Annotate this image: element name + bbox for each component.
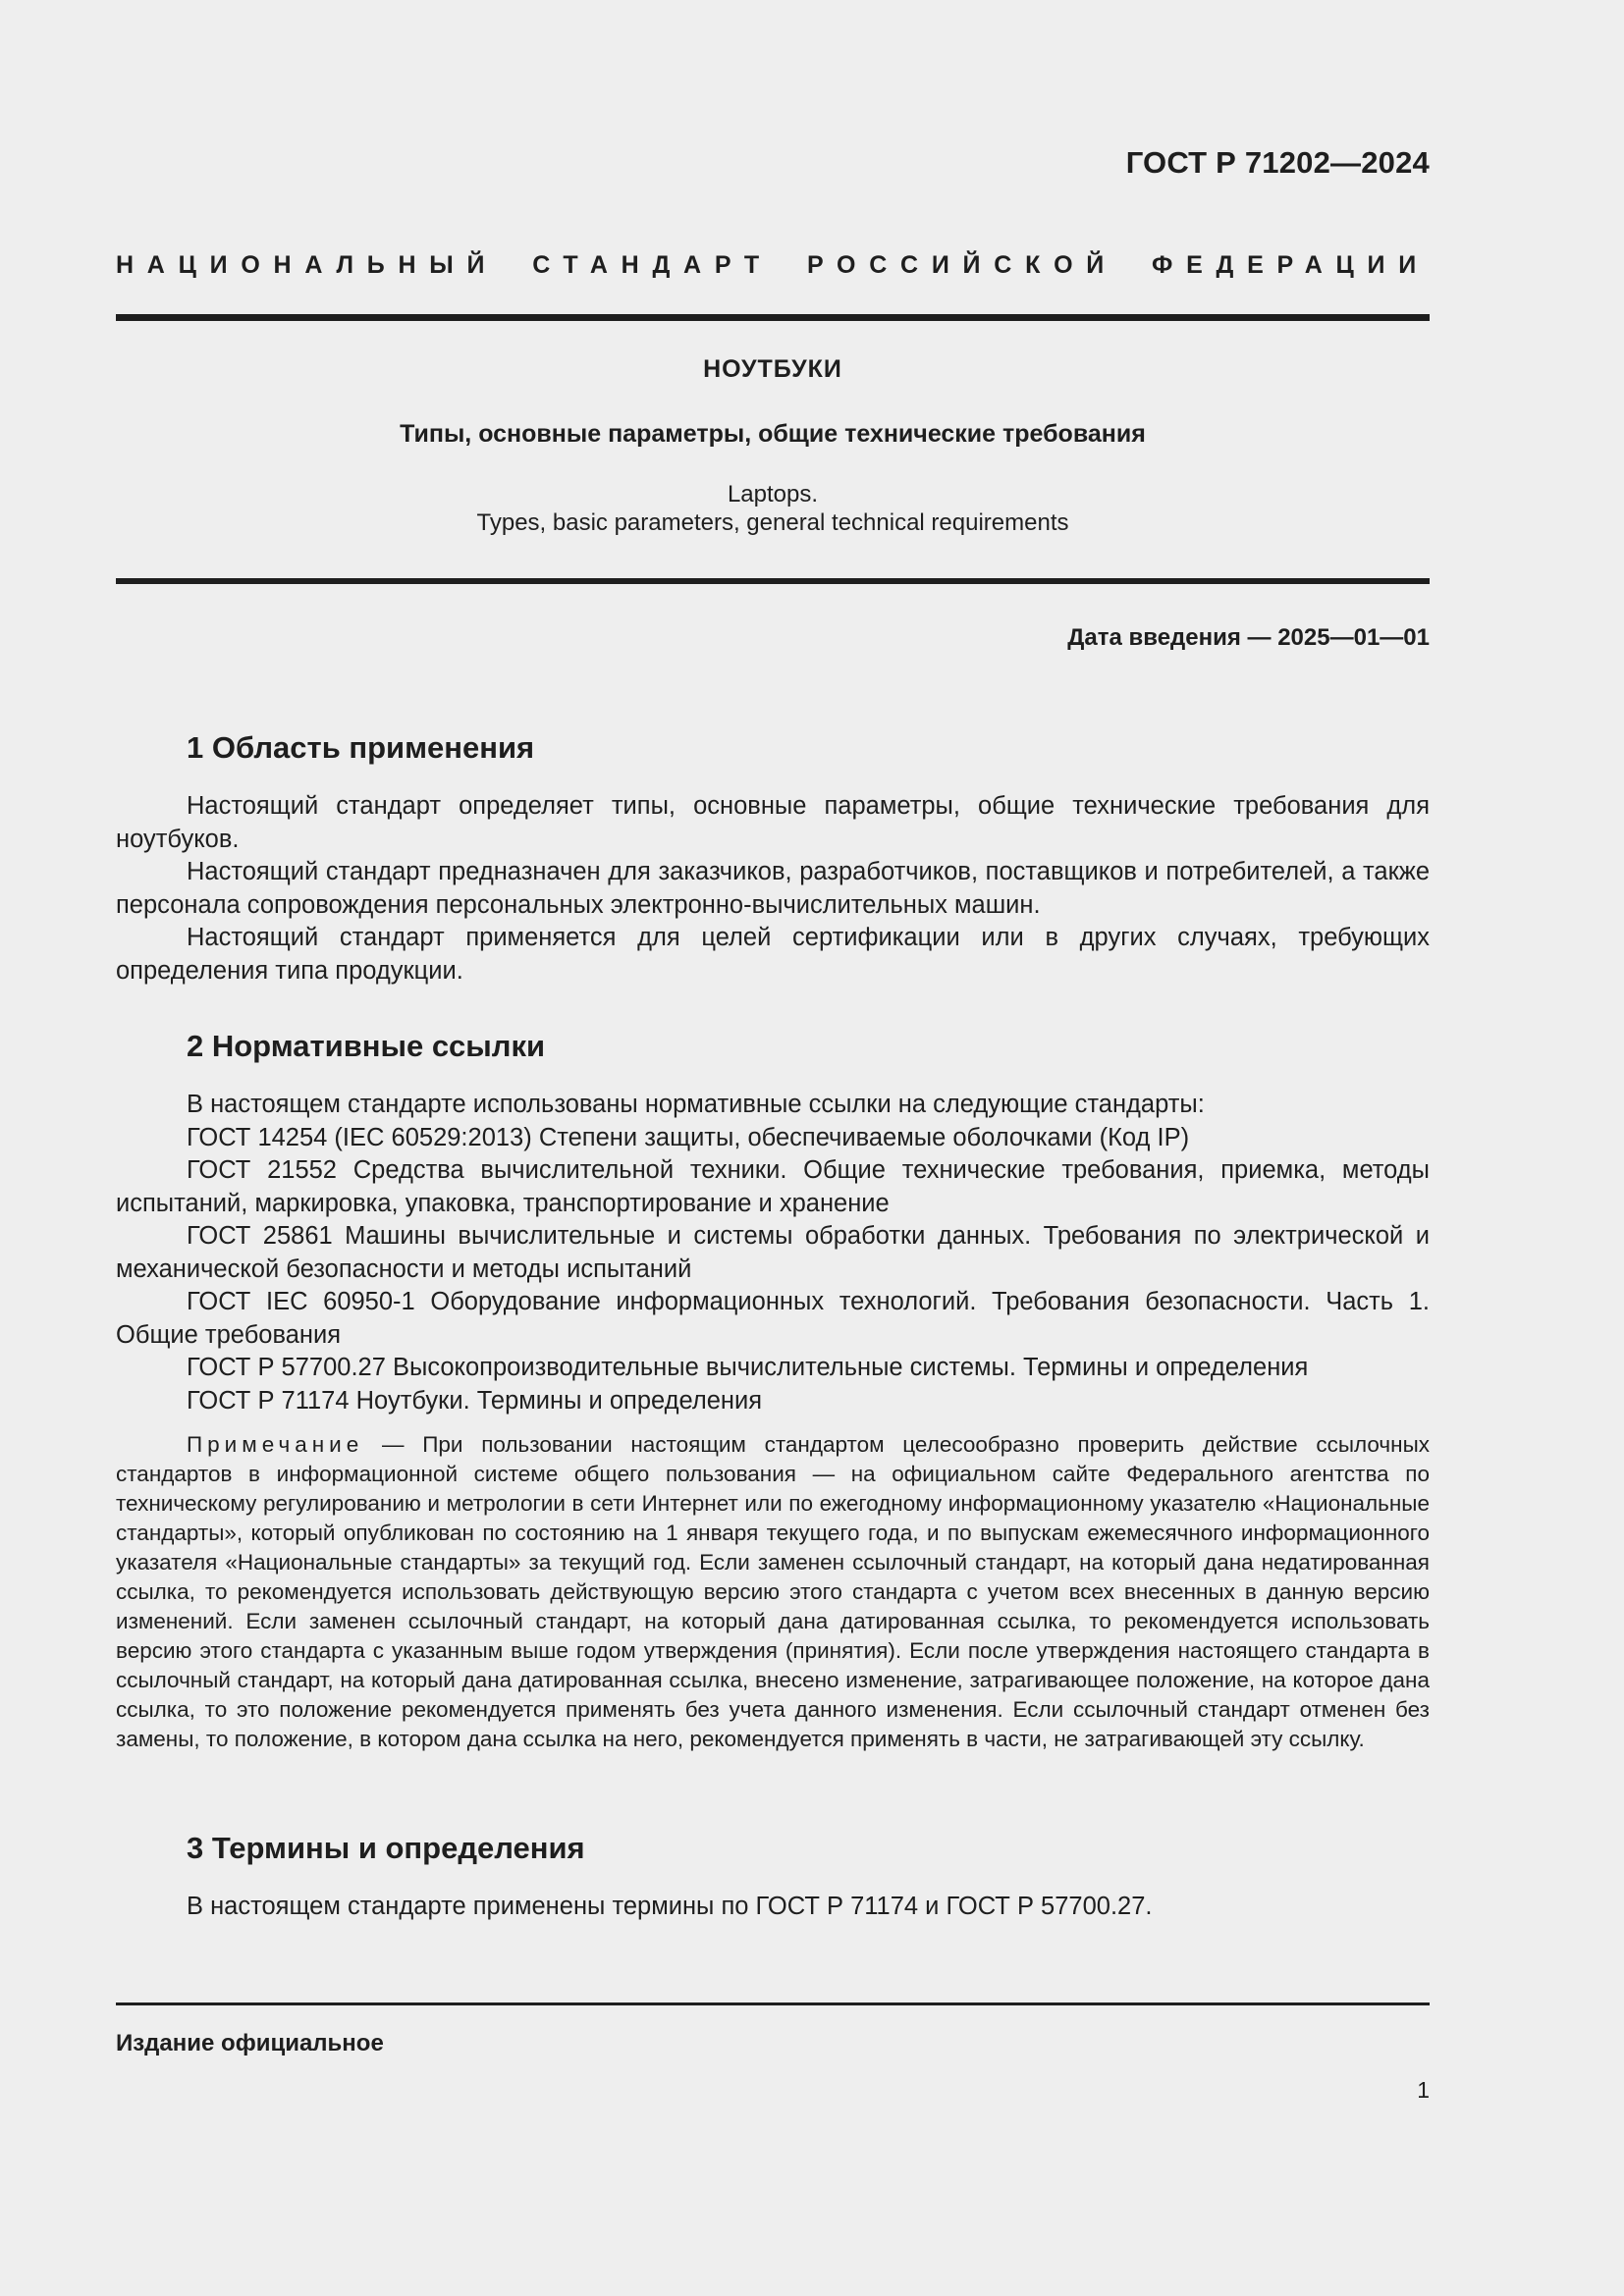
paragraph: В настоящем стандарте использованы нормативные ссылки на следующие стандарты: [187, 1091, 1205, 1118]
document-title: НОУТБУКИ [703, 355, 842, 383]
banner-word: НАЦИОНАЛЬНЫЙ [116, 251, 499, 279]
official-edition-label: Издание официальное [116, 2030, 384, 2056]
top-divider [116, 314, 1430, 321]
section-body [116, 1891, 1430, 1924]
title-divider [116, 578, 1430, 584]
section-body [116, 1089, 1430, 1417]
reference-item: ГОСТ Р 71174 Ноутбуки. Термины и определения [187, 1386, 763, 1415]
paragraph: Настоящий стандарт применяется для целей сертификации или в других случаях, требующих определения типа продукции. [116, 924, 1430, 985]
banner-word: СТАНДАРТ [532, 251, 773, 279]
banner-word: РОССИЙСКОЙ [806, 251, 1118, 279]
footer-divider [116, 2002, 1430, 2005]
note-label: Примечание [187, 1432, 364, 1457]
reference-item: ГОСТ 14254 (IEC 60529:2013) Степени защиты, обеспечиваемые оболочками (Код IP) [187, 1123, 1190, 1151]
section-heading: 1 Область применения [187, 730, 535, 765]
page-number: 1 [1417, 2077, 1430, 2103]
english-title: Laptops. [727, 481, 819, 507]
section-heading: 3 Термины и определения [187, 1831, 585, 1865]
section-body [116, 790, 1430, 988]
paragraph: Настоящий стандарт предназначен для заказчиков, разработчиков, поставщиков и потребителей, а также персонала сопровождения персональных электронно-вычислительных машин. [116, 858, 1430, 919]
section-heading: 2 Нормативные ссылки [187, 1029, 546, 1063]
note-text: — При пользовании настоящим стандартом целесообразно проверить действие ссылочных стандартов в информационной системе общего пользования — на официальном сайте Федерального агентства по техническому регулированию и метрологии в сети Интернет или по ежегодному информационному указателю «Национальные стандарты», который опубликован по состоянию на 1 января текущего года, и по выпускам ежемесячного информационного указателя «Национальные стандарты» за текущий год. Если заменен ссылочный стандарт, на который дана недатированная ссылка, то рекомендуется использовать действующую версию этого стандарта с учетом всех внесенных в данную версию изменений. Если заменен ссылочный стандарт, на который дана датированная ссылка, то рекомендуется использовать версию этого стандарта с указанным выше годом утверждения (принятия). Если после утверждения настоящего стандарта в ссылочный стандарт, на который дана датированная ссылка, внесено изменение, затрагивающее положение, на которое дана ссылка, то это положение рекомендуется применять без учета данного изменения. Если ссылочный стандарт отменен без замены, то положение, в котором дана ссылка на него, рекомендуется применять в части, не затрагивающей эту ссылку. [116, 1432, 1430, 1751]
national-standard-banner [116, 251, 1430, 280]
english-subtitle: Types, basic parameters, general technical requirements [476, 509, 1069, 536]
document-subtitle: Типы, основные параметры, общие технические требования [400, 420, 1146, 448]
note [116, 1430, 1430, 1754]
doc-number: ГОСТ Р 71202—2024 [1125, 145, 1430, 180]
reference-item: ГОСТ 25861 Машины вычислительные и системы обработки данных. Требования по электрической и механической безопасности и методы испытаний [116, 1222, 1430, 1283]
paragraph: В настоящем стандарте применены термины по ГОСТ Р 71174 и ГОСТ Р 57700.27. [187, 1893, 1153, 1920]
introduction-date: Дата введения — 2025—01—01 [1067, 624, 1430, 651]
reference-item: ГОСТ 21552 Средства вычислительной техники. Общие технические требования, приемка, методы испытаний, маркировка, упаковка, транспортирование и хранение [116, 1156, 1430, 1217]
reference-item: ГОСТ Р 57700.27 Высокопроизводительные вычислительные системы. Термины и определения [187, 1354, 1309, 1381]
paragraph: Настоящий стандарт определяет типы, основные параметры, общие технические требования для ноутбуков. [116, 792, 1430, 853]
reference-item: ГОСТ IEC 60950-1 Оборудование информационных технологий. Требования безопасности. Часть 1. Общие требования [116, 1288, 1430, 1349]
banner-word: ФЕДЕРАЦИИ [1152, 251, 1430, 279]
